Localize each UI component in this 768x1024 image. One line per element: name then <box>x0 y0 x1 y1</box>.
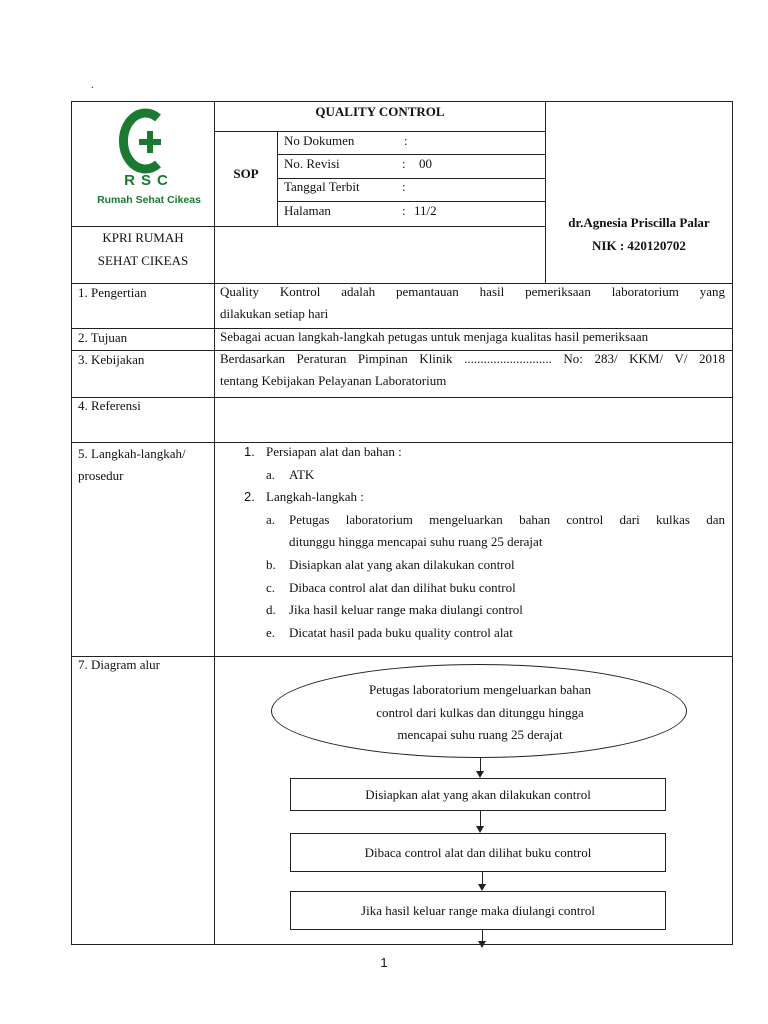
signer-name: dr.Agnesia Priscilla Palar <box>568 215 710 230</box>
list-item: ATK <box>289 467 315 482</box>
item-letter: b. <box>266 557 276 572</box>
item-letter: e. <box>266 625 276 640</box>
section-content-tujuan <box>220 326 725 348</box>
field-value: 00 <box>419 156 432 171</box>
stray-dot: . <box>91 80 94 91</box>
text-line: Berdasarkan Peraturan Pimpinan Klinik ........................... No: 283/ KKM/ V/ 2018 <box>220 351 725 366</box>
section-label-diagram: 7. Diagram alur <box>78 657 160 672</box>
text-line: control dari kulkas dan ditunggu hingga <box>376 704 584 720</box>
signer-nik: NIK : 420120702 <box>592 238 686 253</box>
flow-arrow <box>480 811 481 826</box>
list-item: Petugas laboratorium mengeluarkan bahan control dari kulkas dan <box>289 512 725 527</box>
section-label-referensi: 4. Referensi <box>78 398 141 413</box>
arrow-head-icon <box>476 826 484 833</box>
item-letter: a. <box>266 512 276 527</box>
sop-label: SOP <box>233 166 259 181</box>
item-letter: d. <box>266 602 276 617</box>
flow-start-text <box>330 679 630 747</box>
flow-arrow <box>480 758 481 771</box>
item-number: 1. <box>244 444 255 459</box>
section-label-prosedur <box>78 443 186 487</box>
flow-step-box: Jika hasil keluar range maka diulangi control <box>290 891 666 930</box>
org-line: KPRI RUMAH <box>102 230 184 245</box>
text-line: Sebagai acuan langkah-langkah petugas untuk menjaga kualitas hasil pemeriksaan <box>220 329 649 344</box>
list-item: Jika hasil keluar range maka diulangi control <box>289 602 523 617</box>
page-number: 1 <box>380 955 388 970</box>
field-colon: : <box>404 133 408 148</box>
field-label: No. Revisi <box>284 156 340 171</box>
logo-name: Rumah Sehat Cikeas <box>97 194 201 206</box>
document-title: QUALITY CONTROL <box>315 104 445 119</box>
label-line: prosedur <box>78 468 124 483</box>
field-label: Halaman <box>284 203 331 218</box>
section-label-tujuan: 2. Tujuan <box>78 330 128 345</box>
field-label: Tanggal Terbit <box>284 179 360 194</box>
text-line: Petugas laboratorium mengeluarkan bahan <box>368 682 591 697</box>
list-item: Persiapan alat dan bahan : <box>266 444 402 459</box>
logo-cross-icon <box>86 106 212 176</box>
section-label-kebijakan: 3. Kebijakan <box>78 352 145 367</box>
list-item: Disiapkan alat yang akan dilakukan control <box>289 557 515 572</box>
flow-arrow <box>482 930 483 941</box>
field-colon: : <box>402 179 406 194</box>
arrow-head-icon <box>478 941 486 948</box>
section-label-pengertian: 1. Pengertian <box>78 285 147 300</box>
list-item: Langkah-langkah : <box>266 489 364 504</box>
organization-name <box>72 226 214 272</box>
clinic-logo <box>86 106 212 218</box>
section-content-kebijakan <box>220 348 725 392</box>
list-item: Dibaca control alat dan dilihat buku control <box>289 580 516 595</box>
text-line: dilakukan setiap hari <box>220 306 329 321</box>
arrow-head-icon <box>476 771 484 778</box>
text-line: Quality Kontrol adalah pemantauan hasil pemeriksaan laboratorium yang <box>220 284 725 299</box>
flow-step-box: Dibaca control alat dan dilihat buku control <box>290 833 666 872</box>
list-item: ditunggu hingga mencapai suhu ruang 25 derajat <box>289 534 543 549</box>
label-line: 5. Langkah-langkah/ <box>78 446 186 461</box>
item-letter: c. <box>266 580 276 595</box>
flow-arrow <box>482 872 483 884</box>
field-label: No Dokumen <box>284 133 355 148</box>
org-line: SEHAT CIKEAS <box>97 253 189 268</box>
item-number: 2. <box>244 489 255 504</box>
item-letter: a. <box>266 467 276 482</box>
logo-letters: RSC <box>124 172 174 189</box>
text-line: mencapai suhu ruang 25 derajat <box>397 727 563 742</box>
field-colon: : <box>402 203 406 218</box>
text-line: tentang Kebijakan Pelayanan Laboratorium <box>220 373 447 388</box>
list-item: Dicatat hasil pada buku quality control alat <box>289 625 513 640</box>
field-colon: : <box>402 156 406 171</box>
flow-step-box: Disiapkan alat yang akan dilakukan control <box>290 778 666 811</box>
section-content-pengertian <box>220 281 725 325</box>
arrow-head-icon <box>478 884 486 891</box>
field-value: 11/2 <box>414 203 437 218</box>
